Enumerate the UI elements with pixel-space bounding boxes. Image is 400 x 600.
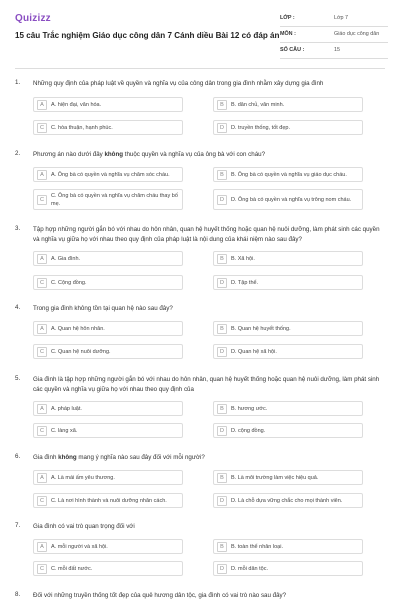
question-7 [15, 522, 385, 582]
option-c[interactable] [33, 275, 183, 290]
option-text: B. Ông bà có quyền và nghĩa vụ giáo dục cháu. [231, 172, 347, 178]
option-letter-box: A [37, 170, 47, 180]
option-text: A. Là mái ấm yêu thương. [51, 475, 115, 481]
option-letter-box: C [37, 278, 47, 288]
option-text: D. truyền thống, tốt đẹp. [231, 125, 291, 131]
option-c[interactable] [33, 423, 183, 438]
question-1 [15, 79, 385, 139]
option-b[interactable] [213, 321, 363, 336]
option-letter-box: C [37, 195, 47, 205]
option-letter-box: B [217, 473, 227, 483]
meta-value: Giáo dục công dân [334, 31, 380, 37]
option-letter-box: C [37, 426, 47, 436]
question-text [33, 453, 385, 463]
option-letter-box: D [217, 426, 227, 436]
option-letter-box: B [217, 100, 227, 110]
question-number: 4. [15, 304, 21, 311]
option-text: C. Quan hệ nuôi dưỡng. [51, 349, 111, 355]
question-3 [15, 225, 385, 295]
option-letter-box: B [217, 542, 227, 552]
option-b[interactable] [213, 470, 363, 485]
option-b[interactable] [213, 167, 363, 182]
option-letter-box: D [217, 347, 227, 357]
option-letter-box: A [37, 473, 47, 483]
option-text: C. làng xã. [51, 428, 78, 434]
option-a[interactable] [33, 539, 183, 554]
option-text: C. hòa thuận, hạnh phúc. [51, 125, 113, 131]
option-letter-box: B [217, 254, 227, 264]
option-a[interactable] [33, 470, 183, 485]
option-a[interactable] [33, 321, 183, 336]
option-letter-box: B [217, 170, 227, 180]
option-d[interactable] [213, 189, 363, 210]
question-text-part: Phương án nào dưới đây [33, 151, 105, 158]
option-c[interactable] [33, 120, 183, 135]
option-letter-box: D [217, 564, 227, 574]
option-text: D. Tập thể. [231, 280, 259, 286]
question-number: 5. [15, 375, 21, 382]
option-letter-box: A [37, 542, 47, 552]
option-a[interactable] [33, 167, 183, 182]
option-text: D. cộng đồng. [231, 428, 266, 434]
meta-row-count [280, 43, 388, 59]
option-text: C. Là nơi hình thành và nuôi dưỡng nhân cách. [51, 498, 167, 504]
option-letter-box: C [37, 123, 47, 133]
option-d[interactable] [213, 561, 363, 576]
option-letter-box: C [37, 347, 47, 357]
option-letter-box: D [217, 496, 227, 506]
question-number: 8. [15, 591, 21, 598]
question-4 [15, 304, 385, 364]
question-text [33, 150, 385, 160]
option-letter-box: A [37, 254, 47, 264]
option-letter-box: A [37, 324, 47, 334]
option-text: A. hiện đại, văn hóa. [51, 102, 102, 108]
question-number: 2. [15, 150, 21, 157]
option-text: B. Xã hội. [231, 256, 255, 262]
worksheet-meta [280, 11, 388, 59]
option-b[interactable] [213, 97, 363, 112]
option-text: B. dân chủ, văn minh. [231, 102, 285, 108]
option-text: C. Ông bà có quyền và nghĩa vụ chăm cháu thay bố mẹ. [51, 193, 178, 207]
option-letter-box: A [37, 100, 47, 110]
meta-row-subject [280, 27, 388, 43]
option-text: A. pháp luật. [51, 406, 82, 412]
question-text-part: Gia đình [33, 454, 59, 461]
option-letter-box: B [217, 324, 227, 334]
meta-label: SỐ CÂU : [280, 47, 305, 53]
option-a[interactable] [33, 401, 183, 416]
question-number: 7. [15, 522, 21, 529]
question-text-emphasis: không [104, 151, 124, 158]
option-text: C. Cộng đồng. [51, 280, 87, 286]
option-a[interactable] [33, 97, 183, 112]
option-text: B. Quan hệ huyết thống. [231, 326, 291, 332]
option-c[interactable] [33, 493, 183, 508]
meta-row-grade [280, 11, 388, 27]
worksheet-title: 15 câu Trắc nghiệm Giáo dục công dân 7 Cánh diều Bài 12 có đáp án [15, 31, 280, 40]
option-letter-box: A [37, 404, 47, 414]
question-text-part: thuộc quyền và nghĩa vụ của ông bà với con cháu? [123, 151, 266, 158]
option-letter-box: C [37, 496, 47, 506]
option-b[interactable] [213, 539, 363, 554]
option-text: D. Ông bà có quyền và nghĩa vụ trông nom cháu. [231, 197, 352, 203]
question-2 [15, 150, 385, 218]
meta-label: MÔN : [280, 31, 296, 37]
option-c[interactable] [33, 561, 183, 576]
meta-value: 15 [334, 47, 340, 53]
option-b[interactable] [213, 251, 363, 266]
option-text: C. mỗi đất nước. [51, 566, 93, 572]
option-text: B. Là môi trường làm việc hiệu quả. [231, 475, 319, 481]
option-c[interactable] [33, 189, 183, 210]
question-8 [15, 591, 385, 600]
option-c[interactable] [33, 344, 183, 359]
option-text: A. Quan hệ hôn nhân. [51, 326, 105, 332]
option-letter-box: D [217, 123, 227, 133]
question-number: 6. [15, 453, 21, 460]
option-d[interactable] [213, 120, 363, 135]
option-d[interactable] [213, 493, 363, 508]
option-text: A. Ông bà có quyền và nghĩa vụ chăm sóc cháu. [51, 172, 170, 178]
question-text: Gia đình là tập hợp những người gắn bó với nhau do hôn nhân, quan hệ huyết thống hoặc quan hệ nuôi dưỡng, làm phát sinh các quyền và nghĩa vụ giữa họ với nhau theo quy định của [33, 376, 380, 393]
option-letter-box: D [217, 278, 227, 288]
option-text: B. hương ước. [231, 406, 268, 412]
option-d[interactable] [213, 344, 363, 359]
option-letter-box: C [37, 564, 47, 574]
question-text: Tập hợp những người gắn bó với nhau do hôn nhân, quan hệ huyết thống hoặc quan hệ nuôi dưỡng, làm phát sinh các quyền và nghĩa vụ giữa họ với nhau theo quy định của pháp luật là nội dung của khái niệm nào sau đây? [33, 226, 380, 243]
option-text: D. mỗi dân tộc. [231, 566, 268, 572]
question-text: Đối với những truyền thống tốt đẹp của quê hương dân tộc, gia đình có vai trò nào sau đây? [33, 592, 287, 599]
question-5 [15, 375, 385, 445]
question-number: 3. [15, 225, 21, 232]
header-divider [15, 68, 385, 69]
meta-label: LỚP : [280, 15, 295, 21]
question-text: Những quy định của pháp luật về quyền và nghĩa vụ của công dân trong gia đình nhằm xây dựng gia đình [33, 80, 324, 87]
option-d[interactable] [213, 275, 363, 290]
question-text-part: mang ý nghĩa nào sau đây đối với mỗi người? [76, 454, 205, 461]
question-6 [15, 453, 385, 513]
option-text: D. Quan hệ xã hội. [231, 349, 277, 355]
question-text: Trong gia đình không tồn tại quan hệ nào sau đây? [33, 305, 173, 312]
option-text: B. toàn thể nhân loại. [231, 544, 283, 550]
option-d[interactable] [213, 423, 363, 438]
question-text-emphasis: không [58, 454, 77, 461]
question-number: 1. [15, 79, 21, 86]
question-text: Gia đình có vai trò quan trọng đối với [33, 523, 135, 530]
option-letter-box: B [217, 404, 227, 414]
option-a[interactable] [33, 251, 183, 266]
option-text: A. Gia đình. [51, 256, 81, 262]
option-letter-box: D [217, 195, 227, 205]
option-b[interactable] [213, 401, 363, 416]
meta-value: Lớp 7 [334, 15, 349, 21]
quizizz-logo: Quizizz [15, 13, 51, 24]
option-text: D. Là chỗ dựa vững chắc cho mọi thành viên. [231, 498, 343, 504]
worksheet-header [0, 0, 400, 68]
option-text: A. mỗi người và xã hội. [51, 544, 108, 550]
